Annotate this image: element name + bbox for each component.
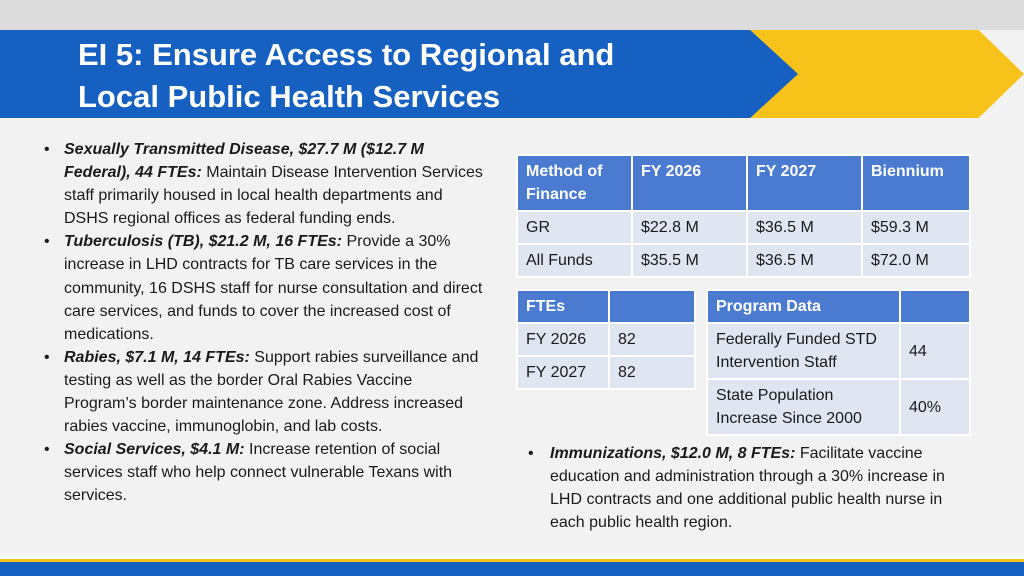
table-row — [517, 323, 695, 356]
bullet-lead: Tuberculosis (TB), $21.2 M, 16 FTEs: — [64, 233, 342, 251]
header-cell: FTEs — [517, 290, 609, 323]
table-cell: Federally Funded STD Intervention Staff — [707, 323, 900, 379]
slide-title-line1: EI 5: Ensure Access to Regional and — [78, 37, 615, 72]
immunizations-bullet — [528, 442, 968, 534]
program-bullet-list — [42, 138, 486, 508]
table-cell: $59.3 M — [862, 211, 970, 244]
table-row — [707, 323, 970, 379]
table-row — [707, 379, 970, 435]
header-cell: Biennium — [862, 155, 970, 211]
bullet-lead: Rabies, $7.1 M, 14 FTEs: — [64, 348, 250, 366]
slide-title-line2: Local Public Health Services — [78, 79, 501, 114]
table-row — [517, 356, 695, 389]
table-cell: 44 — [900, 323, 970, 379]
table-header-row — [517, 155, 970, 211]
header-cell: Program Data — [707, 290, 900, 323]
bullet-body: Increase retention of social services staff who help connect vulnerable Texans with services. — [64, 441, 453, 505]
table-cell: $36.5 M — [747, 244, 862, 277]
bullet-body: Support rabies surveillance and testing as well as the border Oral Rabies Vaccine Program’s border maintenance zone. Address increased rabies vaccine, immunoglobin, and lab costs. — [64, 348, 479, 436]
bullet-lead: Social Services, $4.1 M: — [64, 441, 245, 459]
table-cell: 82 — [609, 323, 695, 356]
bullet-body: Facilitate vaccine education and administration through a 30% increase in LHD contracts and one additional public health nurse in each public health region. — [550, 445, 945, 532]
table-row — [517, 211, 970, 244]
header-cell — [609, 290, 695, 323]
table-cell: State Population Increase Since 2000 — [707, 379, 900, 435]
table-cell: $72.0 M — [862, 244, 970, 277]
table-cell: GR — [517, 211, 632, 244]
table-cell: FY 2026 — [517, 323, 609, 356]
bullet-immunizations — [528, 442, 968, 534]
program-data-table — [706, 289, 971, 436]
bullet-lead: Sexually Transmitted Disease, $27.7 M ($12.7 M Federal), 44 FTEs: — [64, 141, 424, 182]
bullet-std — [42, 138, 486, 230]
header-cell: FY 2027 — [747, 155, 862, 211]
table-row — [517, 244, 970, 277]
finance-table — [516, 154, 971, 278]
bullet-lead: Immunizations, $12.0 M, 8 FTEs: — [550, 445, 796, 462]
slide-title — [78, 34, 718, 118]
footer-bar — [0, 556, 1024, 576]
header-cell: Method of Finance — [517, 155, 632, 211]
table-cell: 82 — [609, 356, 695, 389]
table-header-row — [707, 290, 970, 323]
table-cell: $36.5 M — [747, 211, 862, 244]
table-cell: $22.8 M — [632, 211, 747, 244]
header-cell — [900, 290, 970, 323]
bullet-body: Maintain Disease Intervention Services staff primarily housed in local health departments and DSHS regional offices as federal funding ends. — [64, 164, 483, 228]
table-cell: 40% — [900, 379, 970, 435]
table-cell: FY 2027 — [517, 356, 609, 389]
ftes-table — [516, 289, 696, 390]
header-cell: FY 2026 — [632, 155, 747, 211]
bullet-body: Provide a 30% increase in LHD contracts for TB care services in the community, 16 DSHS staff for nurse consultation and direct care services, and funds to cover the increased cost of medications. — [64, 233, 483, 343]
bullet-social-services — [42, 438, 486, 507]
table-header-row — [517, 290, 695, 323]
bullet-tb — [42, 230, 486, 345]
bullet-rabies — [42, 346, 486, 438]
table-cell: All Funds — [517, 244, 632, 277]
table-cell: $35.5 M — [632, 244, 747, 277]
top-strip — [0, 0, 1024, 30]
